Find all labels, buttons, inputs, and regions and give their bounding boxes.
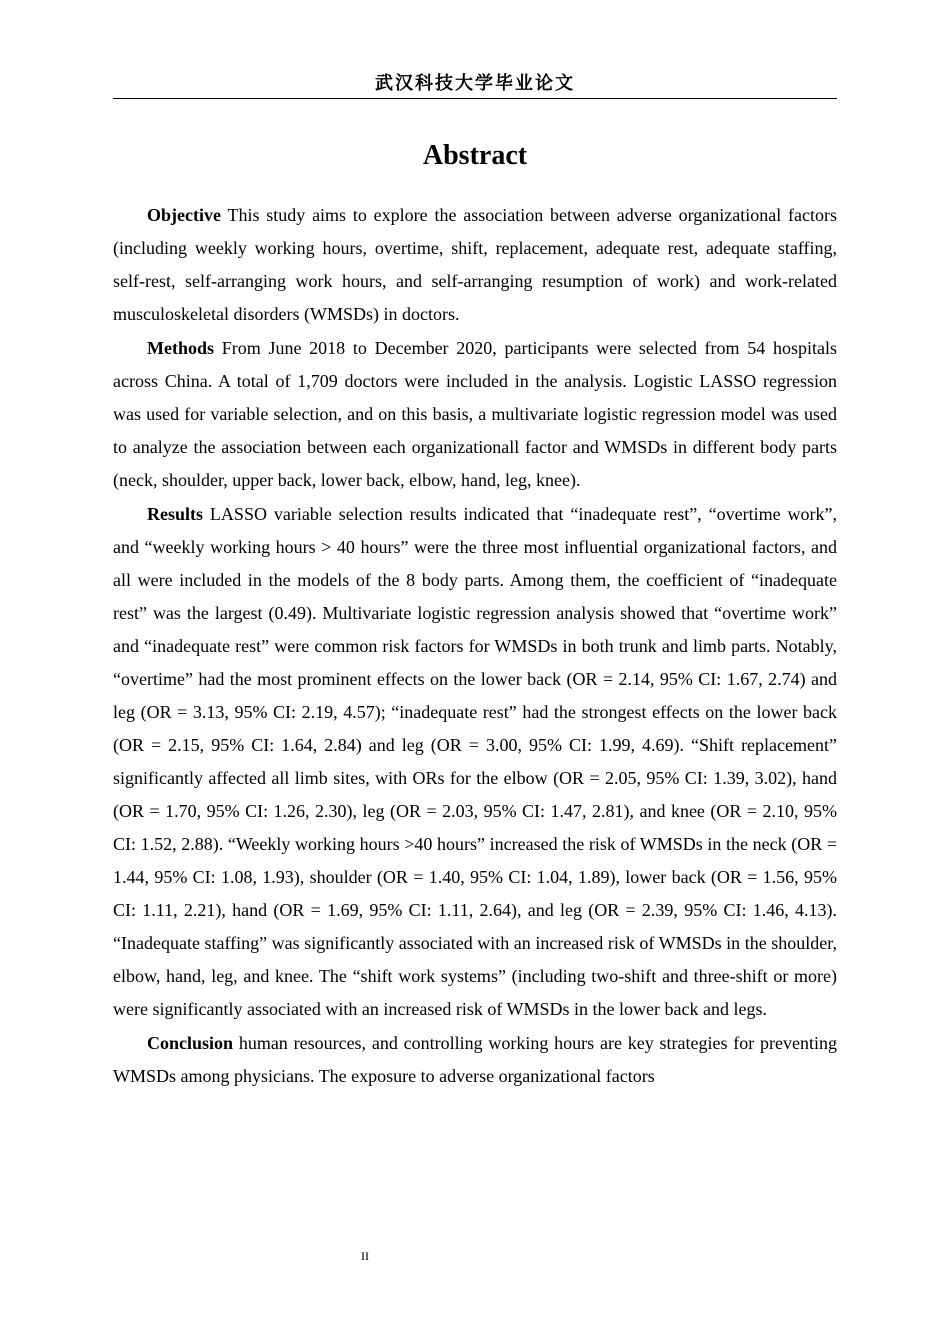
conclusion-heading: Conclusion bbox=[147, 1033, 234, 1053]
methods-heading: Methods bbox=[147, 338, 214, 358]
results-paragraph bbox=[113, 498, 837, 1026]
conclusion-text: human resources, and controlling working hours are key strategies for preventing WMSDs among physicians. The exposure to adverse organizational factors bbox=[113, 1033, 837, 1086]
running-header: 武汉科技大学毕业论文 bbox=[113, 72, 837, 99]
methods-text: From June 2018 to December 2020, participants were selected from 54 hospitals across China. A total of 1,709 doctors were included in the analysis. Logistic LASSO regression was used for variable selection, and on this basis, a multivariate logistic regression model was used to analyze the association between each organizationall factor and WMSDs in different body parts (neck, shoulder, upper back, lower back, elbow, hand, leg, knee). bbox=[113, 338, 837, 490]
abstract-body bbox=[113, 199, 837, 1094]
page-number: II bbox=[361, 1249, 369, 1263]
methods-paragraph bbox=[113, 332, 837, 497]
objective-text: This study aims to explore the association between adverse organizational factors (including weekly working hours, overtime, shift, replacement, adequate rest, adequate staffing, self-rest, self-arranging work hours, and self-arranging resumption of work) and work-related musculoskeletal disorders (WMSDs) in doctors. bbox=[113, 205, 837, 324]
conclusion-paragraph bbox=[113, 1027, 837, 1093]
objective-paragraph bbox=[113, 199, 837, 331]
objective-heading: Objective bbox=[147, 205, 221, 225]
results-heading: Results bbox=[147, 504, 204, 524]
page-title: Abstract bbox=[422, 140, 528, 171]
results-text: LASSO variable selection results indicated that “inadequate rest”, “overtime work”, and “weekly working hours > 40 hours” were the three most influential organizational factors, and all were included in the models of the 8 body parts. Among them, the coefficient of “inadequate rest” was the largest (0.49). Multivariate logistic regression analysis showed that “overtime work” and “inadequate rest” were common risk factors for WMSDs in both trunk and limb parts. Notably, “overtime” had the most prominent effects on the lower back (OR = 2.14, 95% CI: 1.67, 2.74) and leg (OR = 3.13, 95% CI: 2.19, 4.57); “inadequate rest” had the strongest effects on the lower back (OR = 2.15, 95% CI: 1.64, 2.84) and leg (OR = 3.00, 95% CI: 1.99, 4.69). “Shift replacement” significantly affected all limb sites, with ORs for the elbow (OR = 2.05, 95% CI: 1.39, 3.02), hand (OR = 1.70, 95% CI: 1.26, 2.30), leg (OR = 2.03, 95% CI: 1.47, 2.81), and knee (OR = 2.10, 95% CI: 1.52, 2.88). “Weekly working hours >40 hours” increased the risk of WMSDs in the neck (OR = 1.44, 95% CI: 1.08, 1.93), shoulder (OR = 1.40, 95% CI: 1.04, 1.89), lower back (OR = 1.56, 95% CI: 1.11, 2.21), hand (OR = 1.69, 95% CI: 1.11, 2.64), and leg (OR = 2.39, 95% CI: 1.46, 4.13). “Inadequate staffing” was significantly associated with an increased risk of WMSDs in the shoulder, elbow, hand, leg, and knee. The “shift work systems” (including two-shift and three-shift or more) were significantly associated with an increased risk of WMSDs in the lower back and legs. bbox=[113, 504, 837, 1019]
